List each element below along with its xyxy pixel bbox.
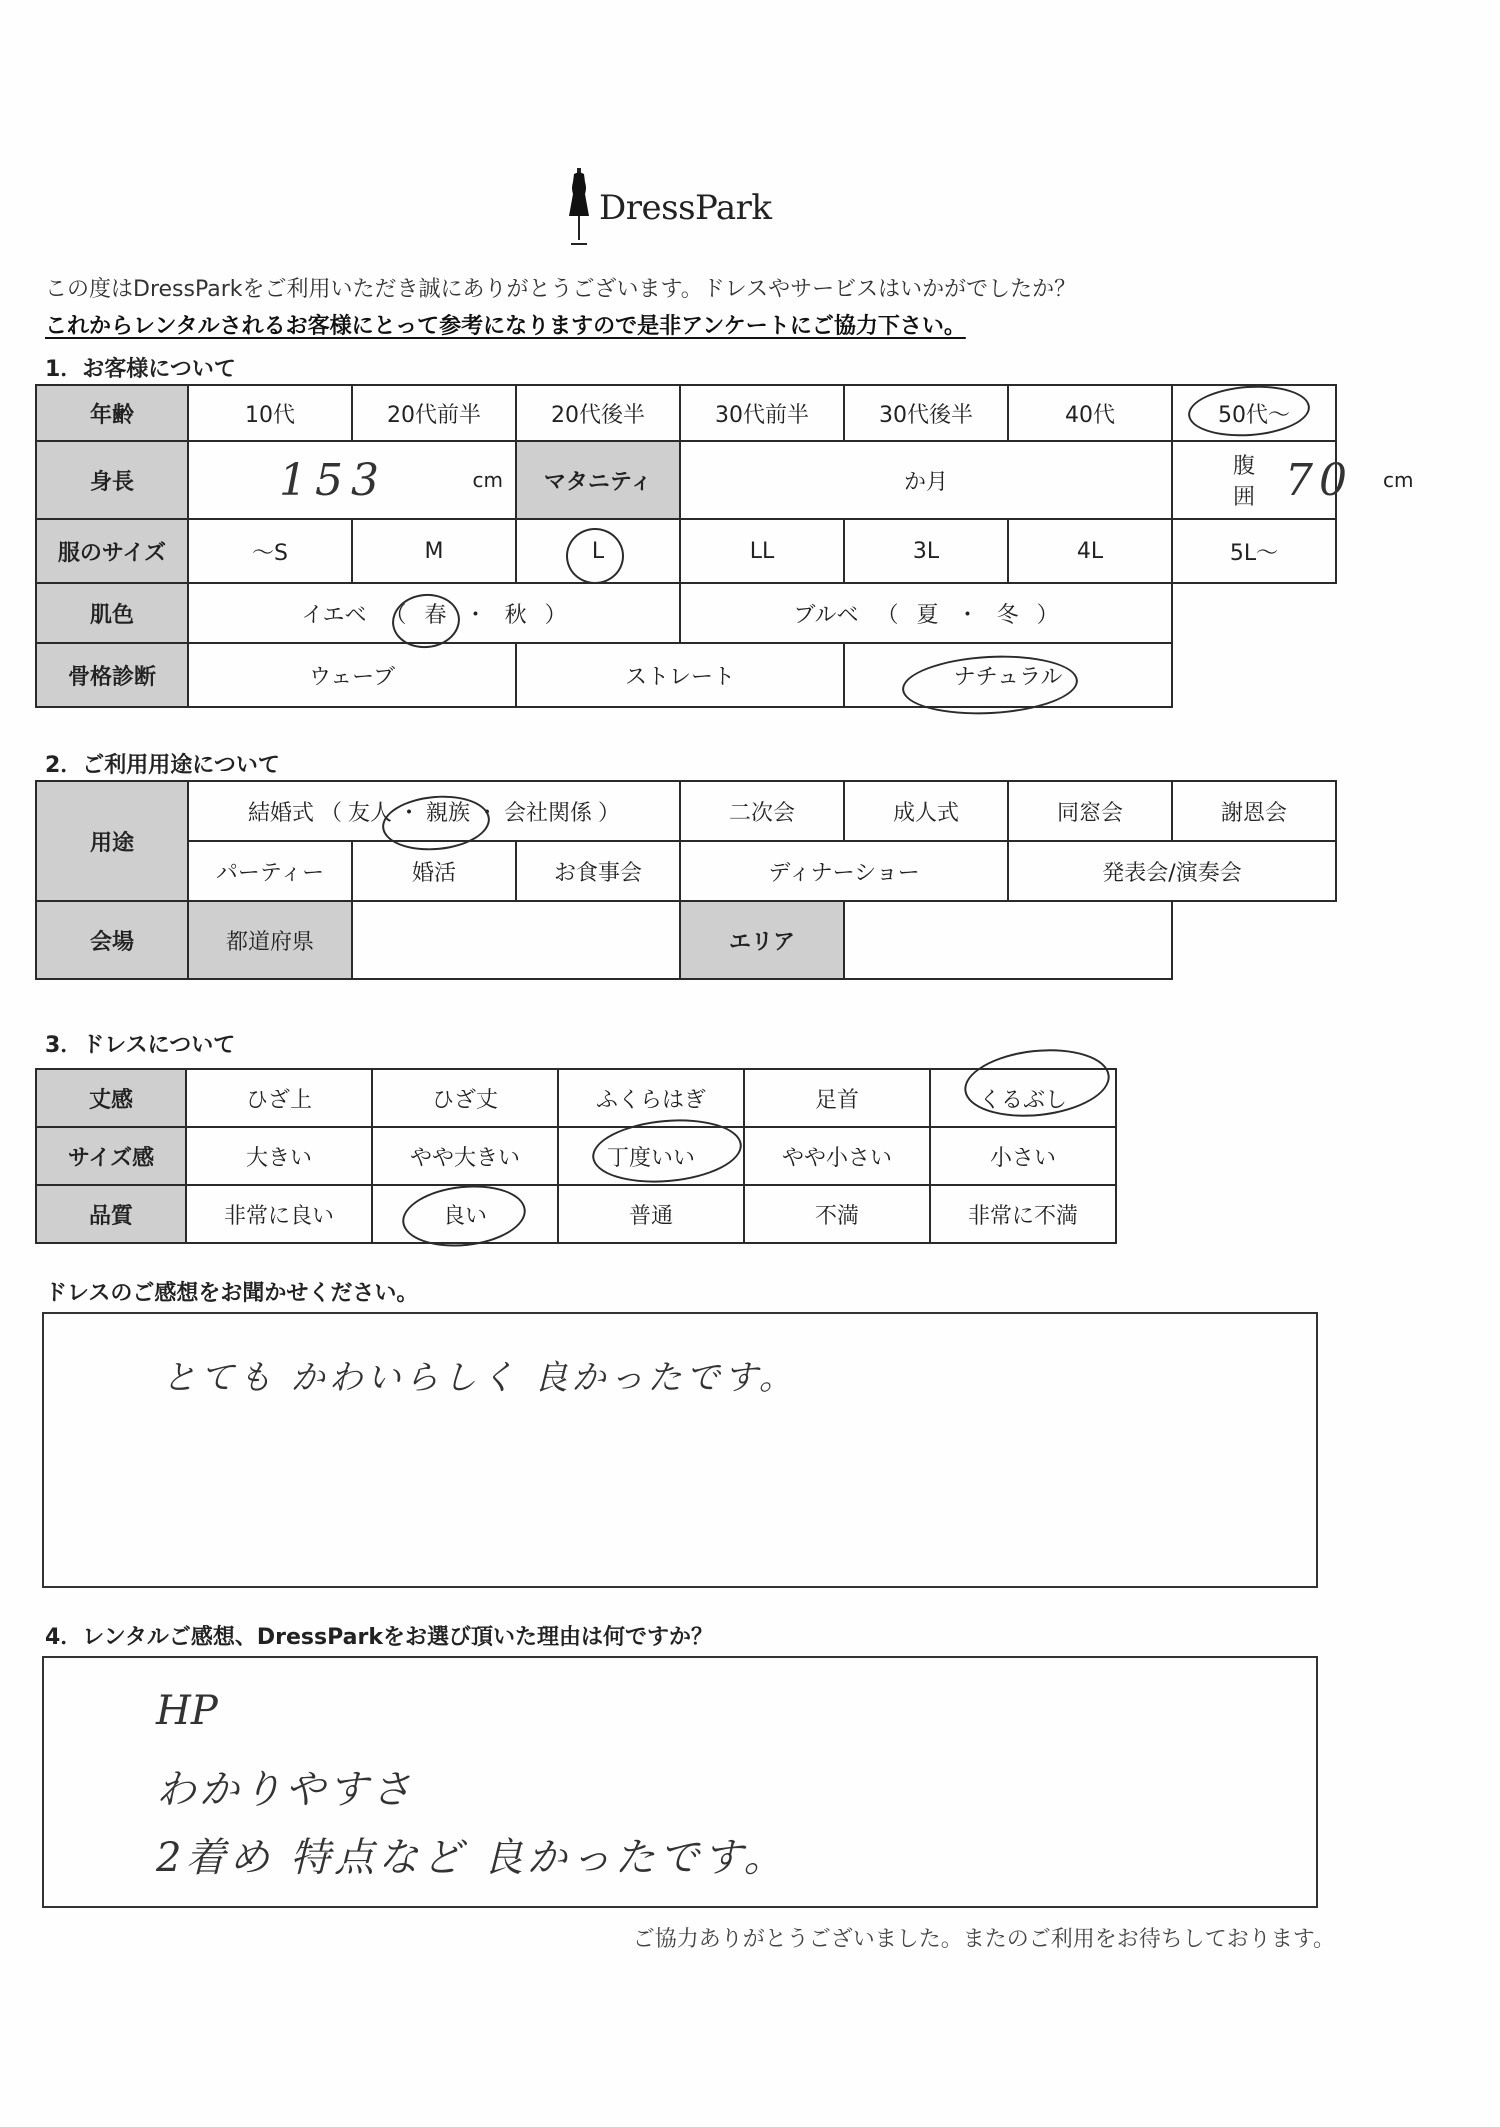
age-option[interactable]: 30代後半 xyxy=(844,385,1008,441)
waist-label: 腹囲 xyxy=(1233,454,1256,510)
bone-option[interactable]: ウェーブ xyxy=(188,643,516,707)
length-option[interactable]: ふくらはぎ xyxy=(558,1069,744,1127)
wedding-friend[interactable]: 友人 xyxy=(347,800,392,826)
dot-separator: ・ xyxy=(956,602,979,628)
fit-label: サイズ感 xyxy=(36,1127,186,1185)
paren-open: （ xyxy=(319,800,342,826)
purpose-label: 用途 xyxy=(36,781,188,901)
size-option-selected[interactable]: L xyxy=(516,519,680,583)
area-label: エリア xyxy=(680,901,844,979)
purpose-option[interactable]: お食事会 xyxy=(516,841,680,901)
skin-summer[interactable]: 夏 xyxy=(916,602,939,628)
purpose-option[interactable]: 二次会 xyxy=(680,781,844,841)
quality-option[interactable]: 非常に不満 xyxy=(930,1185,1116,1243)
venue-label: 会場 xyxy=(36,901,188,979)
section3-title: 3．ドレスについて xyxy=(45,1033,236,1058)
skin-yellow-label: イエベ xyxy=(301,602,367,628)
skin-label: 肌色 xyxy=(36,583,188,643)
dot-separator: ・ xyxy=(397,800,420,826)
quality-option[interactable]: 非常に良い xyxy=(186,1185,372,1243)
wedding-family[interactable]: 親族 xyxy=(426,800,471,826)
purpose-option[interactable]: 謝恩会 xyxy=(1172,781,1336,841)
empty-cell xyxy=(1172,583,1336,643)
purpose-option[interactable]: 成人式 xyxy=(844,781,1008,841)
purpose-option[interactable]: パーティー xyxy=(188,841,352,901)
impression-textarea[interactable] xyxy=(42,1312,1318,1588)
prefecture-label: 都道府県 xyxy=(188,901,352,979)
paren-open: （ xyxy=(384,602,407,628)
size-option[interactable]: ～S xyxy=(188,519,352,583)
height-label: 身長 xyxy=(36,441,188,519)
section2-title: 2．ご利用用途について xyxy=(45,753,280,778)
wedding-label: 結婚式 xyxy=(247,800,314,826)
brand-logo xyxy=(565,168,772,248)
area-field[interactable] xyxy=(844,901,1172,979)
size-label: 服のサイズ xyxy=(36,519,188,583)
size-option[interactable]: 5L～ xyxy=(1172,519,1336,583)
thanks-message: ご協力ありがとうございました。またのご利用をお待ちしております。 xyxy=(632,1927,1335,1952)
dress-table xyxy=(35,1068,1117,1244)
intro-request: これからレンタルされるお客様にとって参考になりますので是非アンケートにご協力下さい。 xyxy=(45,314,966,339)
age-option[interactable]: 30代前半 xyxy=(680,385,844,441)
size-option[interactable]: 3L xyxy=(844,519,1008,583)
wedding-company[interactable]: 会社関係 xyxy=(504,800,593,826)
brand-name: DressPark xyxy=(599,188,772,228)
wedding-option[interactable] xyxy=(188,781,680,841)
age-option-selected[interactable]: 50代～ xyxy=(1172,385,1336,441)
fit-option[interactable]: 大きい xyxy=(186,1127,372,1185)
maternity-unit: か月 xyxy=(903,469,948,495)
skin-blue-option[interactable] xyxy=(680,583,1172,643)
quality-option-selected[interactable]: 良い xyxy=(372,1185,558,1243)
waist-value: 70 xyxy=(1285,454,1354,506)
fit-option[interactable]: やや大きい xyxy=(372,1127,558,1185)
maternity-field[interactable] xyxy=(680,441,1172,519)
impression-text: とても かわいらしく 良かったです。 xyxy=(162,1358,797,1398)
quality-option[interactable]: 普通 xyxy=(558,1185,744,1243)
age-option[interactable]: 20代後半 xyxy=(516,385,680,441)
length-option[interactable]: ひざ丈 xyxy=(372,1069,558,1127)
purpose-option[interactable]: ディナーショー xyxy=(680,841,1008,901)
size-option[interactable]: LL xyxy=(680,519,844,583)
paren-close: ） xyxy=(544,602,567,628)
empty-cell xyxy=(1172,901,1336,979)
empty-cell xyxy=(1172,643,1336,707)
length-option[interactable]: 足首 xyxy=(744,1069,930,1127)
dot-separator: ・ xyxy=(476,800,499,826)
fit-option[interactable]: やや小さい xyxy=(744,1127,930,1185)
bone-option-selected[interactable]: ナチュラル xyxy=(844,643,1172,707)
reason-line: 2着め 特点など 良かったです。 xyxy=(156,1835,788,1881)
paren-close: ） xyxy=(1036,602,1059,628)
length-option[interactable]: ひざ上 xyxy=(186,1069,372,1127)
bone-label: 骨格診断 xyxy=(36,643,188,707)
length-option-selected[interactable]: くるぶし xyxy=(930,1069,1116,1127)
prefecture-field[interactable] xyxy=(352,901,680,979)
skin-spring[interactable]: 春 xyxy=(424,602,447,628)
skin-autumn[interactable]: 秋 xyxy=(504,602,527,628)
reason-line: HP xyxy=(156,1688,218,1734)
skin-blue-label: ブルベ xyxy=(793,602,859,628)
reason-line: わかりやすさ xyxy=(156,1767,414,1813)
age-option[interactable]: 20代前半 xyxy=(352,385,516,441)
section4-title: 4．レンタルご感想、DressParkをお選び頂いた理由は何ですか？ xyxy=(45,1625,713,1650)
paren-close: ） xyxy=(598,800,621,826)
purpose-option[interactable]: 発表会/演奏会 xyxy=(1008,841,1336,901)
height-field[interactable] xyxy=(188,441,516,519)
impression-caption: ドレスのご感想をお聞かせください。 xyxy=(45,1281,419,1306)
height-unit: cm xyxy=(472,468,503,492)
age-option[interactable]: 10代 xyxy=(188,385,352,441)
fit-option-selected[interactable]: 丁度いい xyxy=(558,1127,744,1185)
quality-label: 品質 xyxy=(36,1185,186,1243)
size-option[interactable]: M xyxy=(352,519,516,583)
usage-table xyxy=(35,780,1337,980)
dot-separator: ・ xyxy=(464,602,487,628)
length-label: 丈感 xyxy=(36,1069,186,1127)
purpose-option[interactable]: 婚活 xyxy=(352,841,516,901)
age-label: 年齢 xyxy=(36,385,188,441)
maternity-label: マタニティ xyxy=(516,441,680,519)
waist-unit: cm xyxy=(1383,468,1414,492)
skin-yellow-option[interactable] xyxy=(188,583,680,643)
customer-table xyxy=(35,384,1414,708)
height-value: 153 xyxy=(279,454,387,506)
fit-option[interactable]: 小さい xyxy=(930,1127,1116,1185)
section1-title: 1．お客様について xyxy=(45,357,236,382)
age-option[interactable]: 40代 xyxy=(1008,385,1172,441)
quality-option[interactable]: 不満 xyxy=(744,1185,930,1243)
reason-textarea[interactable] xyxy=(42,1656,1318,1908)
skin-winter[interactable]: 冬 xyxy=(996,602,1019,628)
size-option[interactable]: 4L xyxy=(1008,519,1172,583)
waist-field[interactable] xyxy=(1172,441,1414,519)
paren-open: （ xyxy=(876,602,899,628)
bone-option[interactable]: ストレート xyxy=(516,643,844,707)
purpose-option[interactable]: 同窓会 xyxy=(1008,781,1172,841)
intro-text: この度はDressParkをご利用いただき誠にありがとうございます。ドレスやサービスはいかがでしたか？ xyxy=(45,277,1077,302)
dress-form-icon xyxy=(565,168,593,248)
